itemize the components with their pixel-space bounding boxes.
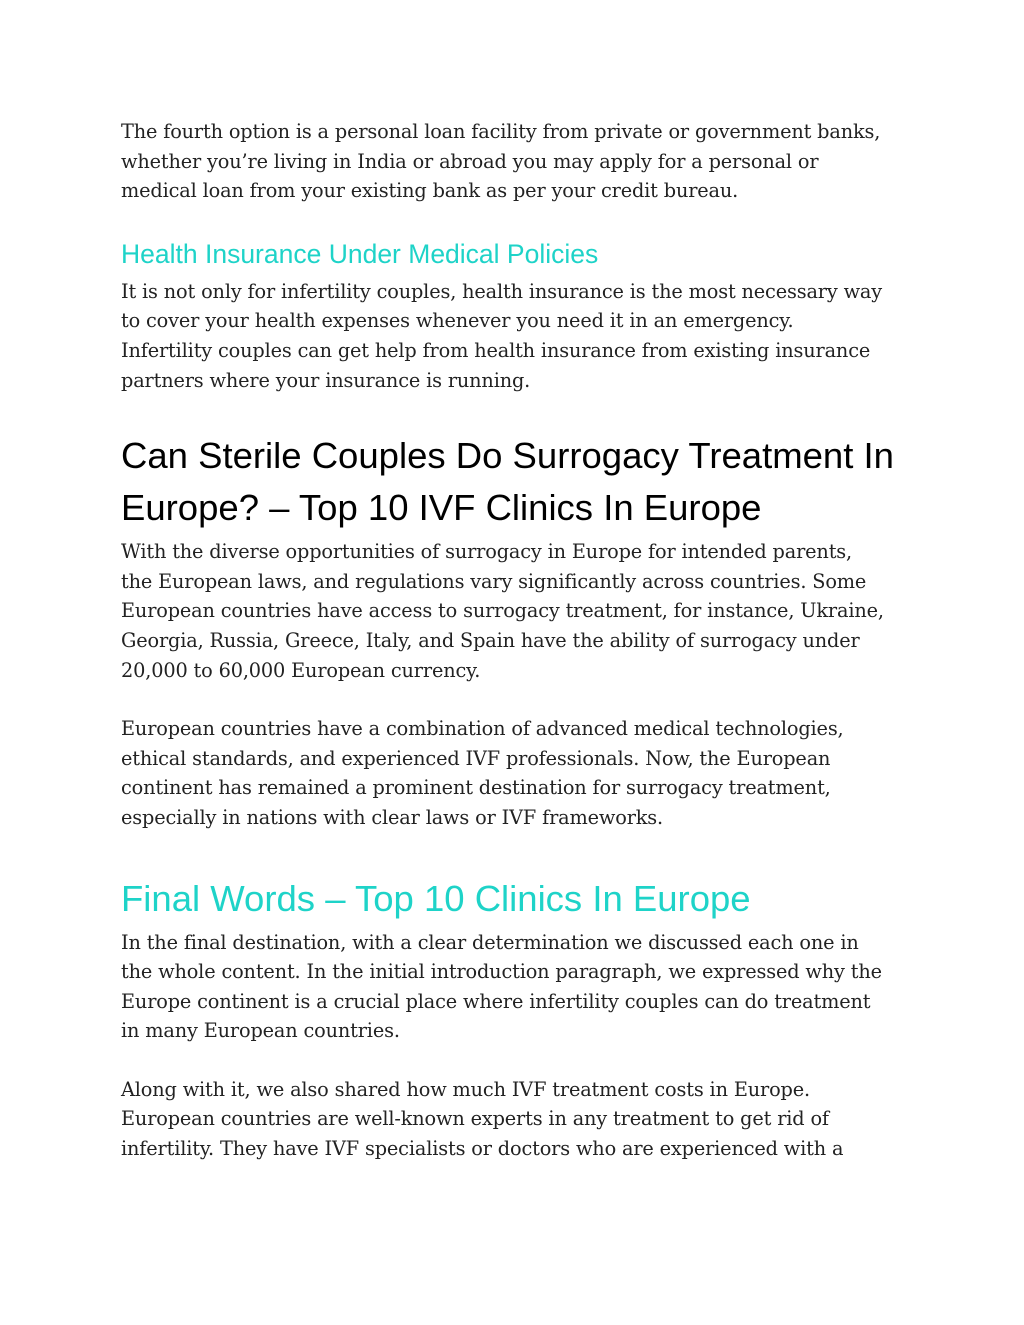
heading-surrogacy-europe xyxy=(121,430,911,534)
paragraph-ivf-costs xyxy=(121,1075,911,1164)
text-line: medical loan from your existing bank as per your credit bureau. xyxy=(121,179,739,203)
paragraph-health-insurance xyxy=(121,277,911,395)
heading-line: Europe? – Top 10 IVF Clinics In Europe xyxy=(121,487,762,529)
text-line: European countries have access to surrogacy treatment, for instance, Ukraine, xyxy=(121,599,884,623)
text-line: European countries are well-known experts in any treatment to get rid of xyxy=(121,1107,829,1131)
text-line: whether you’re living in India or abroad you may apply for a personal or xyxy=(121,149,819,173)
text-line: the European laws, and regulations vary significantly across countries. Some xyxy=(121,569,867,593)
text-line: to cover your health expenses whenever you need it in an emergency. xyxy=(121,309,794,333)
heading-health-insurance: Health Insurance Under Medical Policies xyxy=(121,238,599,269)
text-line: ethical standards, and experienced IVF professionals. Now, the European xyxy=(121,746,831,770)
text-line: continent has remained a prominent destination for surrogacy treatment, xyxy=(121,776,831,800)
text-line: The fourth option is a personal loan facility from private or government banks, xyxy=(121,120,881,143)
document-page xyxy=(121,117,911,1164)
heading-line: Can Sterile Couples Do Surrogacy Treatment In xyxy=(121,435,894,477)
text-line: especially in nations with clear laws or IVF frameworks. xyxy=(121,805,664,829)
paragraph-personal-loan xyxy=(121,117,911,206)
text-line: European countries have a combination of advanced medical technologies, xyxy=(121,717,844,741)
paragraph-final-destination xyxy=(121,928,911,1046)
text-line: partners where your insurance is running. xyxy=(121,368,531,392)
text-line: 20,000 to 60,000 European currency. xyxy=(121,658,481,682)
text-line: the whole content. In the initial introduction paragraph, we expressed why the xyxy=(121,960,882,984)
text-line: In the final destination, with a clear determination we discussed each one in xyxy=(121,930,859,954)
text-line: Europe continent is a crucial place where infertility couples can do treatment xyxy=(121,989,871,1013)
text-line: Along with it, we also shared how much IVF treatment costs in Europe. xyxy=(121,1077,810,1101)
text-line: infertility. They have IVF specialists or doctors who are experienced with a xyxy=(121,1137,844,1161)
text-line: With the diverse opportunities of surrogacy in Europe for intended parents, xyxy=(121,540,853,564)
heading-final-words: Final Words – Top 10 Clinics In Europe xyxy=(121,877,751,919)
text-line: Infertility couples can get help from health insurance from existing insurance xyxy=(121,338,871,362)
text-line: It is not only for infertility couples, health insurance is the most necessary way xyxy=(121,279,883,303)
text-line: in many European countries. xyxy=(121,1019,400,1043)
paragraph-european-countries xyxy=(121,714,911,832)
text-line: Georgia, Russia, Greece, Italy, and Spain have the ability of surrogacy under xyxy=(121,628,860,652)
paragraph-surrogacy-opportunities xyxy=(121,537,911,685)
